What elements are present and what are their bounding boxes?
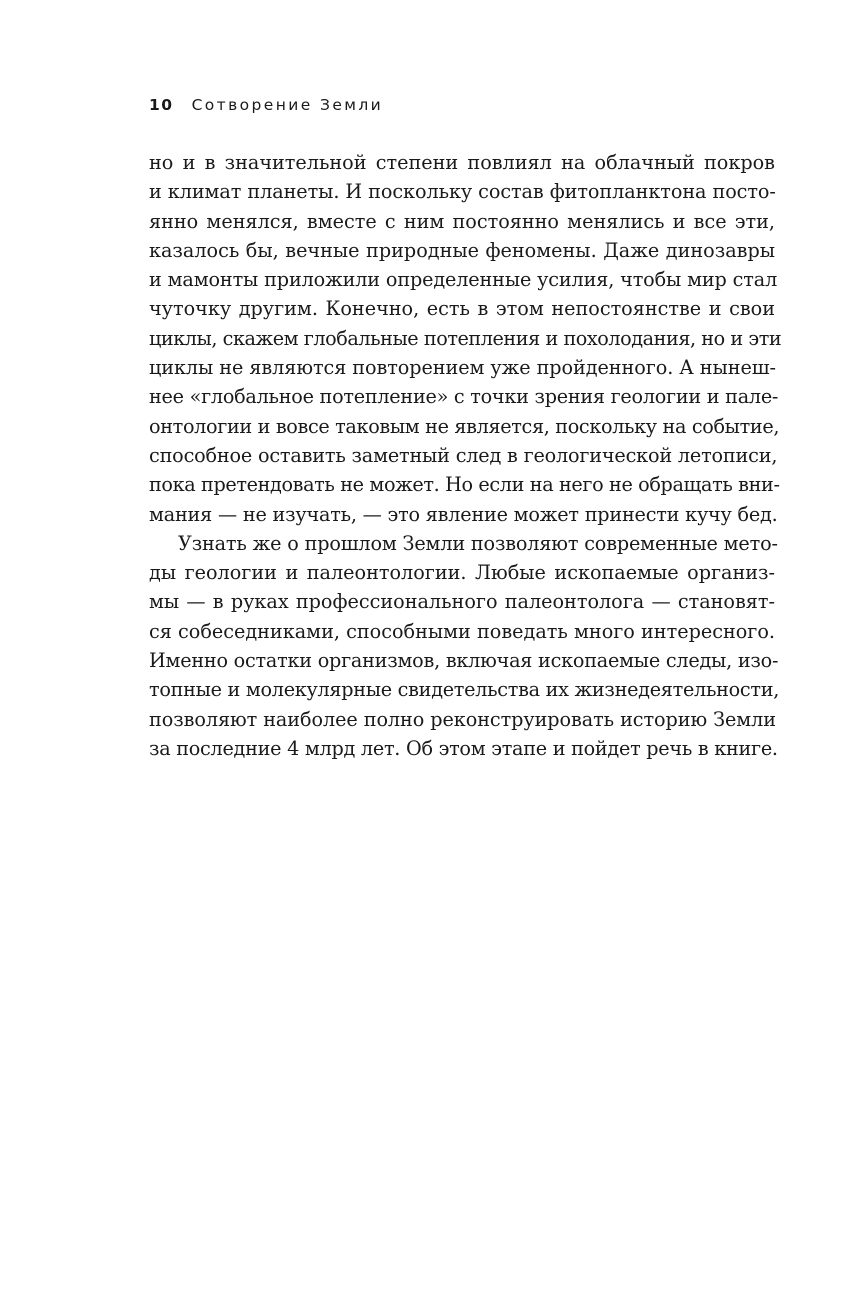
paragraph-2 [149, 529, 780, 763]
text-line: способное оставить заметный след в геологической летописи, [149, 443, 778, 467]
text-line: за последние 4 млрд лет. Об этом этапе и пойдет речь в книге. [149, 736, 778, 760]
text-line: но и в значительной степени повлиял на облачный покров [149, 151, 775, 174]
text-line: позволяют наиболее полно реконструировать историю Земли [149, 707, 776, 731]
text-line: Именно остатки организмов, включая ископаемые следы, изо- [149, 649, 779, 673]
text-line: нее «глобальное потепление» с точки зрения геологии и пале- [149, 385, 779, 409]
text-line: ды геологии и палеонтологии. Любые ископаемые организ- [149, 561, 775, 585]
text-line: чуточку другим. Конечно, есть в этом непостоянстве и свои [149, 297, 775, 321]
text-line: Узнать же о прошлом Земли позволяют современные мето- [178, 531, 778, 555]
text-line: и мамонты приложили определенные усилия, чтобы мир стал [149, 268, 778, 292]
text-line: циклы, скажем глобальные потепления и похолодания, но и эти [149, 326, 782, 350]
text-line: янно менялся, вместе с ним постоянно менялись и все эти, [149, 209, 775, 233]
text-line: пока претендовать не может. Но если на него не обращать вни- [149, 473, 780, 497]
text-line: ся собеседниками, способными поведать много интересного. [149, 619, 775, 643]
body-text [149, 148, 782, 763]
text-line: казалось бы, вечные природные феномены. Даже динозавры [149, 238, 775, 262]
text-line: и климат планеты. И поскольку состав фитопланктона посто- [149, 180, 776, 204]
text-line: онтологии и вовсе таковым не является, поскольку на событие, [149, 414, 780, 438]
page-number: 10 [149, 96, 174, 114]
paragraph-1 [149, 148, 782, 529]
running-title: Сотворение Земли [191, 96, 384, 114]
text-line: циклы не являются повторением уже пройденного. А нынеш- [149, 356, 776, 380]
running-head [149, 96, 383, 114]
text-line: мания — не изучать, — это явление может принести кучу бед. [149, 502, 778, 526]
text-line: топные и молекулярные свидетельства их жизнедеятельности, [149, 678, 780, 702]
text-line: мы — в руках профессионального палеонтолога — становят- [149, 590, 775, 614]
